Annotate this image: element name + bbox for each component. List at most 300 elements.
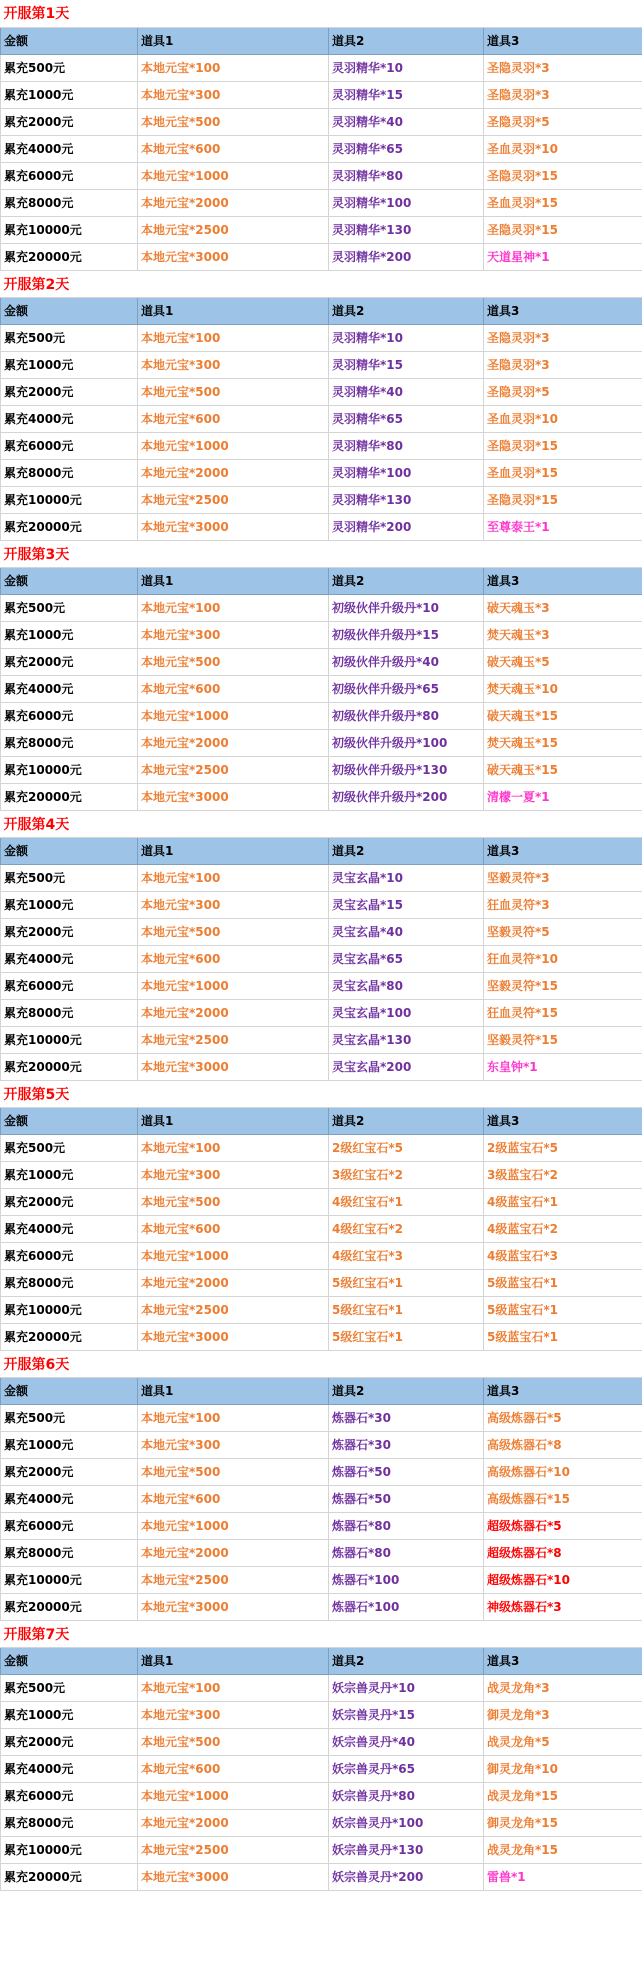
amount-cell[interactable]: 累充20000元: [1, 1053, 138, 1080]
item1-cell[interactable]: 本地元宝*1000: [138, 432, 329, 459]
item1-cell[interactable]: 本地元宝*600: [138, 1215, 329, 1242]
item2-header[interactable]: 道具2: [329, 1377, 484, 1404]
empty-cell: [329, 0, 484, 27]
item3-cell[interactable]: 3级蓝宝石*2: [484, 1161, 642, 1188]
item2-header[interactable]: 道具2: [329, 297, 484, 324]
item3-cell[interactable]: 圣隐灵羽*15: [484, 162, 642, 189]
item1-cell[interactable]: 本地元宝*300: [138, 1701, 329, 1728]
item2-cell[interactable]: 妖宗兽灵丹*65: [329, 1755, 484, 1782]
item3-header[interactable]: 道具3: [484, 1107, 642, 1134]
table-row: [1, 1215, 642, 1242]
item2-cell[interactable]: 初级伙伴升级丹*130: [329, 756, 484, 783]
amount-cell[interactable]: 累充1000元: [1, 1431, 138, 1458]
item3-cell[interactable]: 焚天魂玉*10: [484, 675, 642, 702]
empty-cell: [329, 540, 484, 567]
empty-cell: [484, 810, 642, 837]
item1-cell[interactable]: 本地元宝*1000: [138, 702, 329, 729]
item2-cell[interactable]: 灵宝玄晶*10: [329, 864, 484, 891]
item3-cell[interactable]: 天道星神*1: [484, 243, 642, 270]
amount-cell[interactable]: 累充10000元: [1, 1566, 138, 1593]
item1-cell[interactable]: 本地元宝*3000: [138, 1323, 329, 1350]
table-row: [1, 1836, 642, 1863]
table-row: [1, 486, 642, 513]
item1-cell[interactable]: 本地元宝*600: [138, 675, 329, 702]
item2-cell[interactable]: 灵羽精华*40: [329, 378, 484, 405]
amount-cell[interactable]: 累充4000元: [1, 405, 138, 432]
item3-cell[interactable]: 坚毅灵符*3: [484, 864, 642, 891]
item1-header[interactable]: 道具1: [138, 297, 329, 324]
item2-cell[interactable]: 灵羽精华*65: [329, 135, 484, 162]
item1-cell[interactable]: 本地元宝*2500: [138, 216, 329, 243]
item3-cell[interactable]: 战灵龙角*3: [484, 1674, 642, 1701]
empty-cell: [484, 270, 642, 297]
amount-cell[interactable]: 累充8000元: [1, 1539, 138, 1566]
amount-cell[interactable]: 累充2000元: [1, 1458, 138, 1485]
item2-cell[interactable]: 炼器石*50: [329, 1485, 484, 1512]
amount-cell[interactable]: 累充1000元: [1, 1701, 138, 1728]
amount-cell[interactable]: 累充10000元: [1, 486, 138, 513]
item2-cell[interactable]: 灵羽精华*15: [329, 351, 484, 378]
item1-cell[interactable]: 本地元宝*600: [138, 945, 329, 972]
item1-cell[interactable]: 本地元宝*3000: [138, 513, 329, 540]
amount-cell[interactable]: 累充2000元: [1, 1728, 138, 1755]
item2-cell[interactable]: 初级伙伴升级丹*40: [329, 648, 484, 675]
item1-cell[interactable]: 本地元宝*600: [138, 135, 329, 162]
item3-cell[interactable]: 4级蓝宝石*3: [484, 1242, 642, 1269]
item3-cell[interactable]: 狂血灵符*10: [484, 945, 642, 972]
item2-header[interactable]: 道具2: [329, 1107, 484, 1134]
item2-cell[interactable]: 灵宝玄晶*100: [329, 999, 484, 1026]
item1-cell[interactable]: 本地元宝*2000: [138, 1539, 329, 1566]
empty-cell: [329, 270, 484, 297]
amount-cell[interactable]: 累充500元: [1, 1674, 138, 1701]
item1-cell[interactable]: 本地元宝*3000: [138, 783, 329, 810]
empty-cell: [138, 540, 329, 567]
item2-cell[interactable]: 灵羽精华*65: [329, 405, 484, 432]
amount-cell[interactable]: 累充6000元: [1, 702, 138, 729]
item1-cell[interactable]: 本地元宝*500: [138, 1728, 329, 1755]
amount-cell[interactable]: 累充8000元: [1, 1809, 138, 1836]
item1-cell[interactable]: 本地元宝*2000: [138, 1809, 329, 1836]
item3-cell[interactable]: 高级炼器石*15: [484, 1485, 642, 1512]
table-row: [1, 1701, 642, 1728]
item1-cell[interactable]: 本地元宝*600: [138, 1755, 329, 1782]
item1-cell[interactable]: 本地元宝*2000: [138, 729, 329, 756]
amount-cell[interactable]: 累充6000元: [1, 1782, 138, 1809]
item2-cell[interactable]: 妖宗兽灵丹*15: [329, 1701, 484, 1728]
item3-cell[interactable]: 战灵龙角*15: [484, 1836, 642, 1863]
item3-cell[interactable]: 圣隐灵羽*3: [484, 54, 642, 81]
amount-cell[interactable]: 累充2000元: [1, 378, 138, 405]
item3-cell[interactable]: 坚毅灵符*5: [484, 918, 642, 945]
item3-cell[interactable]: 圣隐灵羽*3: [484, 81, 642, 108]
item2-cell[interactable]: 灵宝玄晶*80: [329, 972, 484, 999]
item1-cell[interactable]: 本地元宝*500: [138, 108, 329, 135]
item2-cell[interactable]: 5级红宝石*1: [329, 1296, 484, 1323]
amount-cell[interactable]: 累充10000元: [1, 1836, 138, 1863]
item1-cell[interactable]: 本地元宝*500: [138, 378, 329, 405]
item1-cell[interactable]: 本地元宝*1000: [138, 1782, 329, 1809]
item1-cell[interactable]: 本地元宝*500: [138, 918, 329, 945]
item2-cell[interactable]: 炼器石*100: [329, 1593, 484, 1620]
item3-header[interactable]: 道具3: [484, 27, 642, 54]
item1-header[interactable]: 道具1: [138, 567, 329, 594]
item2-cell[interactable]: 5级红宝石*1: [329, 1269, 484, 1296]
amount-cell[interactable]: 累充20000元: [1, 783, 138, 810]
item3-cell[interactable]: 御灵龙角*3: [484, 1701, 642, 1728]
amount-cell[interactable]: 累充1000元: [1, 891, 138, 918]
item2-cell[interactable]: 炼器石*100: [329, 1566, 484, 1593]
item3-header[interactable]: 道具3: [484, 1647, 642, 1674]
amount-cell[interactable]: 累充8000元: [1, 729, 138, 756]
item2-cell[interactable]: 灵羽精华*200: [329, 513, 484, 540]
header-row: [1, 27, 642, 54]
day-title-row: [1, 1350, 642, 1377]
item1-cell[interactable]: 本地元宝*600: [138, 405, 329, 432]
amount-cell[interactable]: 累充2000元: [1, 918, 138, 945]
table-row: [1, 459, 642, 486]
amount-cell[interactable]: 累充500元: [1, 54, 138, 81]
item2-cell[interactable]: 炼器石*80: [329, 1539, 484, 1566]
item2-header[interactable]: 道具2: [329, 27, 484, 54]
item2-cell[interactable]: 4级红宝石*1: [329, 1188, 484, 1215]
item1-cell[interactable]: 本地元宝*300: [138, 1161, 329, 1188]
item2-cell[interactable]: 初级伙伴升级丹*100: [329, 729, 484, 756]
item1-cell[interactable]: 本地元宝*3000: [138, 1863, 329, 1890]
item1-cell[interactable]: 本地元宝*2000: [138, 459, 329, 486]
item3-header[interactable]: 道具3: [484, 1377, 642, 1404]
table-row: [1, 1674, 642, 1701]
item2-cell[interactable]: 灵羽精华*80: [329, 162, 484, 189]
item1-cell[interactable]: 本地元宝*1000: [138, 972, 329, 999]
item3-cell[interactable]: 圣隐灵羽*15: [484, 216, 642, 243]
item2-cell[interactable]: 4级红宝石*3: [329, 1242, 484, 1269]
item1-cell[interactable]: 本地元宝*2500: [138, 1566, 329, 1593]
amount-cell[interactable]: 累充8000元: [1, 999, 138, 1026]
empty-cell: [329, 1080, 484, 1107]
item3-header[interactable]: 道具3: [484, 567, 642, 594]
item3-cell[interactable]: 圣隐灵羽*5: [484, 108, 642, 135]
table-row: [1, 972, 642, 999]
item2-cell[interactable]: 灵宝玄晶*40: [329, 918, 484, 945]
item2-cell[interactable]: 妖宗兽灵丹*130: [329, 1836, 484, 1863]
amount-cell[interactable]: 累充500元: [1, 864, 138, 891]
amount-cell[interactable]: 累充6000元: [1, 432, 138, 459]
item1-cell[interactable]: 本地元宝*300: [138, 621, 329, 648]
item2-cell[interactable]: 妖宗兽灵丹*200: [329, 1863, 484, 1890]
item3-cell[interactable]: 4级蓝宝石*2: [484, 1215, 642, 1242]
item1-cell[interactable]: 本地元宝*2000: [138, 189, 329, 216]
empty-cell: [484, 540, 642, 567]
table-row: [1, 783, 642, 810]
item3-cell[interactable]: 破天魂玉*5: [484, 648, 642, 675]
item2-cell[interactable]: 初级伙伴升级丹*10: [329, 594, 484, 621]
empty-cell: [138, 1080, 329, 1107]
item2-cell[interactable]: 灵宝玄晶*15: [329, 891, 484, 918]
amount-cell[interactable]: 累充20000元: [1, 1863, 138, 1890]
item3-cell[interactable]: 破天魂玉*3: [484, 594, 642, 621]
amount-cell[interactable]: 累充10000元: [1, 756, 138, 783]
header-row: [1, 837, 642, 864]
amount-cell[interactable]: 累充20000元: [1, 243, 138, 270]
amount-header[interactable]: 金额: [1, 297, 138, 324]
item1-cell[interactable]: 本地元宝*1000: [138, 1242, 329, 1269]
item3-cell[interactable]: 5级蓝宝石*1: [484, 1296, 642, 1323]
day-title: 开服第7天: [1, 1620, 138, 1647]
table-row: [1, 675, 642, 702]
item1-cell[interactable]: 本地元宝*100: [138, 1134, 329, 1161]
item3-header[interactable]: 道具3: [484, 837, 642, 864]
item1-cell[interactable]: 本地元宝*100: [138, 54, 329, 81]
amount-header[interactable]: 金额: [1, 837, 138, 864]
table-row: [1, 81, 642, 108]
amount-cell[interactable]: 累充6000元: [1, 972, 138, 999]
amount-cell[interactable]: 累充500元: [1, 1134, 138, 1161]
item1-cell[interactable]: 本地元宝*600: [138, 1485, 329, 1512]
item2-cell[interactable]: 灵羽精华*40: [329, 108, 484, 135]
day-title-row: [1, 0, 642, 27]
item3-cell[interactable]: 雷兽*1: [484, 1863, 642, 1890]
item2-cell[interactable]: 灵羽精华*130: [329, 216, 484, 243]
amount-cell[interactable]: 累充10000元: [1, 216, 138, 243]
amount-header[interactable]: 金额: [1, 27, 138, 54]
item2-header[interactable]: 道具2: [329, 837, 484, 864]
item3-cell[interactable]: 5级蓝宝石*1: [484, 1269, 642, 1296]
table-row: [1, 1161, 642, 1188]
item3-cell[interactable]: 高级炼器石*8: [484, 1431, 642, 1458]
table-row: [1, 999, 642, 1026]
amount-cell[interactable]: 累充8000元: [1, 459, 138, 486]
item3-cell[interactable]: 圣隐灵羽*15: [484, 432, 642, 459]
item3-cell[interactable]: 至尊泰王*1: [484, 513, 642, 540]
amount-cell[interactable]: 累充6000元: [1, 1512, 138, 1539]
table-row: [1, 405, 642, 432]
amount-cell[interactable]: 累充1000元: [1, 621, 138, 648]
item3-cell[interactable]: 御灵龙角*15: [484, 1809, 642, 1836]
item2-cell[interactable]: 妖宗兽灵丹*10: [329, 1674, 484, 1701]
header-row: [1, 1647, 642, 1674]
item2-cell[interactable]: 灵宝玄晶*200: [329, 1053, 484, 1080]
item2-header[interactable]: 道具2: [329, 567, 484, 594]
item3-cell[interactable]: 高级炼器石*5: [484, 1404, 642, 1431]
amount-cell[interactable]: 累充20000元: [1, 1593, 138, 1620]
item2-cell[interactable]: 灵羽精华*10: [329, 324, 484, 351]
item2-cell[interactable]: 炼器石*80: [329, 1512, 484, 1539]
table-row: [1, 1296, 642, 1323]
amount-cell[interactable]: 累充4000元: [1, 945, 138, 972]
item2-cell[interactable]: 炼器石*30: [329, 1431, 484, 1458]
item2-cell[interactable]: 妖宗兽灵丹*80: [329, 1782, 484, 1809]
amount-cell[interactable]: 累充4000元: [1, 675, 138, 702]
item1-cell[interactable]: 本地元宝*2000: [138, 999, 329, 1026]
item3-cell[interactable]: 高级炼器石*10: [484, 1458, 642, 1485]
amount-cell[interactable]: 累充1000元: [1, 81, 138, 108]
item3-cell[interactable]: 焚天魂玉*15: [484, 729, 642, 756]
day-title-row: [1, 270, 642, 297]
item3-cell[interactable]: 坚毅灵符*15: [484, 972, 642, 999]
item1-cell[interactable]: 本地元宝*300: [138, 1431, 329, 1458]
amount-cell[interactable]: 累充1000元: [1, 1161, 138, 1188]
amount-cell[interactable]: 累充500元: [1, 324, 138, 351]
item1-header[interactable]: 道具1: [138, 1107, 329, 1134]
item3-cell[interactable]: 御灵龙角*10: [484, 1755, 642, 1782]
amount-cell[interactable]: 累充6000元: [1, 162, 138, 189]
item2-cell[interactable]: 灵羽精华*130: [329, 486, 484, 513]
item1-header[interactable]: 道具1: [138, 1377, 329, 1404]
item3-cell[interactable]: 焚天魂玉*3: [484, 621, 642, 648]
amount-cell[interactable]: 累充4000元: [1, 135, 138, 162]
item3-cell[interactable]: 狂血灵符*3: [484, 891, 642, 918]
item3-cell[interactable]: 破天魂玉*15: [484, 702, 642, 729]
amount-cell[interactable]: 累充2000元: [1, 108, 138, 135]
item3-cell[interactable]: 战灵龙角*5: [484, 1728, 642, 1755]
amount-cell[interactable]: 累充6000元: [1, 1242, 138, 1269]
table-row: [1, 1782, 642, 1809]
item3-cell[interactable]: 5级蓝宝石*1: [484, 1323, 642, 1350]
item1-header[interactable]: 道具1: [138, 837, 329, 864]
item1-cell[interactable]: 本地元宝*300: [138, 891, 329, 918]
item3-cell[interactable]: 圣血灵羽*10: [484, 135, 642, 162]
item2-cell[interactable]: 3级红宝石*2: [329, 1161, 484, 1188]
item3-cell[interactable]: 坚毅灵符*15: [484, 1026, 642, 1053]
amount-cell[interactable]: 累充4000元: [1, 1755, 138, 1782]
item1-cell[interactable]: 本地元宝*500: [138, 1188, 329, 1215]
amount-cell[interactable]: 累充2000元: [1, 648, 138, 675]
amount-cell[interactable]: 累充8000元: [1, 189, 138, 216]
day-title: 开服第6天: [1, 1350, 138, 1377]
item3-cell[interactable]: 清檬一夏*1: [484, 783, 642, 810]
item3-cell[interactable]: 圣隐灵羽*3: [484, 351, 642, 378]
item3-cell[interactable]: 圣血灵羽*10: [484, 405, 642, 432]
day-title: 开服第1天: [1, 0, 138, 27]
item2-cell[interactable]: 灵宝玄晶*65: [329, 945, 484, 972]
item3-cell[interactable]: 4级蓝宝石*1: [484, 1188, 642, 1215]
amount-cell[interactable]: 累充500元: [1, 1404, 138, 1431]
table-row: [1, 1728, 642, 1755]
item3-cell[interactable]: 神级炼器石*3: [484, 1593, 642, 1620]
item3-cell[interactable]: 圣血灵羽*15: [484, 189, 642, 216]
table-row: [1, 1863, 642, 1890]
item1-cell[interactable]: 本地元宝*3000: [138, 243, 329, 270]
item3-cell[interactable]: 圣隐灵羽*3: [484, 324, 642, 351]
item2-cell[interactable]: 妖宗兽灵丹*40: [329, 1728, 484, 1755]
item1-cell[interactable]: 本地元宝*2500: [138, 486, 329, 513]
item2-cell[interactable]: 4级红宝石*2: [329, 1215, 484, 1242]
amount-cell[interactable]: 累充10000元: [1, 1026, 138, 1053]
item2-cell[interactable]: 灵羽精华*200: [329, 243, 484, 270]
amount-cell[interactable]: 累充10000元: [1, 1296, 138, 1323]
empty-cell: [329, 1620, 484, 1647]
item3-cell[interactable]: 2级蓝宝石*5: [484, 1134, 642, 1161]
table-row: [1, 243, 642, 270]
item2-cell[interactable]: 灵羽精华*100: [329, 459, 484, 486]
empty-cell: [138, 810, 329, 837]
item1-cell[interactable]: 本地元宝*1000: [138, 1512, 329, 1539]
item3-cell[interactable]: 东皇钟*1: [484, 1053, 642, 1080]
item1-cell[interactable]: 本地元宝*100: [138, 1674, 329, 1701]
item3-header[interactable]: 道具3: [484, 297, 642, 324]
item1-cell[interactable]: 本地元宝*2500: [138, 1836, 329, 1863]
item1-cell[interactable]: 本地元宝*2000: [138, 1269, 329, 1296]
item2-cell[interactable]: 灵羽精华*10: [329, 54, 484, 81]
item1-cell[interactable]: 本地元宝*100: [138, 864, 329, 891]
amount-header[interactable]: 金额: [1, 1377, 138, 1404]
amount-header[interactable]: 金额: [1, 1647, 138, 1674]
item2-cell[interactable]: 5级红宝石*1: [329, 1323, 484, 1350]
item2-cell[interactable]: 初级伙伴升级丹*200: [329, 783, 484, 810]
table-row: [1, 1188, 642, 1215]
item2-cell[interactable]: 灵宝玄晶*130: [329, 1026, 484, 1053]
table-row: [1, 1755, 642, 1782]
item1-cell[interactable]: 本地元宝*500: [138, 1458, 329, 1485]
amount-header[interactable]: 金额: [1, 1107, 138, 1134]
item2-header[interactable]: 道具2: [329, 1647, 484, 1674]
header-row: [1, 1107, 642, 1134]
item1-header[interactable]: 道具1: [138, 27, 329, 54]
table-row: [1, 1134, 642, 1161]
amount-cell[interactable]: 累充2000元: [1, 1188, 138, 1215]
item1-cell[interactable]: 本地元宝*3000: [138, 1593, 329, 1620]
item1-cell[interactable]: 本地元宝*100: [138, 594, 329, 621]
item3-cell[interactable]: 破天魂玉*15: [484, 756, 642, 783]
day-title-row: [1, 540, 642, 567]
item1-header[interactable]: 道具1: [138, 1647, 329, 1674]
item2-cell[interactable]: 初级伙伴升级丹*80: [329, 702, 484, 729]
empty-cell: [484, 1080, 642, 1107]
item1-cell[interactable]: 本地元宝*300: [138, 81, 329, 108]
item1-cell[interactable]: 本地元宝*2500: [138, 1296, 329, 1323]
amount-cell[interactable]: 累充20000元: [1, 1323, 138, 1350]
item3-cell[interactable]: 超级炼器石*10: [484, 1566, 642, 1593]
item2-cell[interactable]: 炼器石*30: [329, 1404, 484, 1431]
item3-cell[interactable]: 战灵龙角*15: [484, 1782, 642, 1809]
item2-cell[interactable]: 2级红宝石*5: [329, 1134, 484, 1161]
item2-cell[interactable]: 炼器石*50: [329, 1458, 484, 1485]
amount-header[interactable]: 金额: [1, 567, 138, 594]
item1-cell[interactable]: 本地元宝*100: [138, 324, 329, 351]
item3-cell[interactable]: 超级炼器石*8: [484, 1539, 642, 1566]
item3-cell[interactable]: 圣隐灵羽*5: [484, 378, 642, 405]
item1-cell[interactable]: 本地元宝*3000: [138, 1053, 329, 1080]
item2-cell[interactable]: 灵羽精华*100: [329, 189, 484, 216]
item2-cell[interactable]: 灵羽精华*15: [329, 81, 484, 108]
item2-cell[interactable]: 妖宗兽灵丹*100: [329, 1809, 484, 1836]
item3-cell[interactable]: 狂血灵符*15: [484, 999, 642, 1026]
item2-cell[interactable]: 初级伙伴升级丹*65: [329, 675, 484, 702]
amount-cell[interactable]: 累充4000元: [1, 1485, 138, 1512]
item3-cell[interactable]: 圣隐灵羽*15: [484, 486, 642, 513]
empty-cell: [329, 810, 484, 837]
item3-cell[interactable]: 超级炼器石*5: [484, 1512, 642, 1539]
item1-cell[interactable]: 本地元宝*300: [138, 351, 329, 378]
item1-cell[interactable]: 本地元宝*2500: [138, 1026, 329, 1053]
item2-cell[interactable]: 灵羽精华*80: [329, 432, 484, 459]
amount-cell[interactable]: 累充500元: [1, 594, 138, 621]
item1-cell[interactable]: 本地元宝*500: [138, 648, 329, 675]
item1-cell[interactable]: 本地元宝*100: [138, 1404, 329, 1431]
amount-cell[interactable]: 累充1000元: [1, 351, 138, 378]
amount-cell[interactable]: 累充8000元: [1, 1269, 138, 1296]
table-row: [1, 162, 642, 189]
amount-cell[interactable]: 累充4000元: [1, 1215, 138, 1242]
item2-cell[interactable]: 初级伙伴升级丹*15: [329, 621, 484, 648]
item1-cell[interactable]: 本地元宝*2500: [138, 756, 329, 783]
amount-cell[interactable]: 累充20000元: [1, 513, 138, 540]
item1-cell[interactable]: 本地元宝*1000: [138, 162, 329, 189]
item3-cell[interactable]: 圣血灵羽*15: [484, 459, 642, 486]
table-row: [1, 756, 642, 783]
table-row: [1, 54, 642, 81]
